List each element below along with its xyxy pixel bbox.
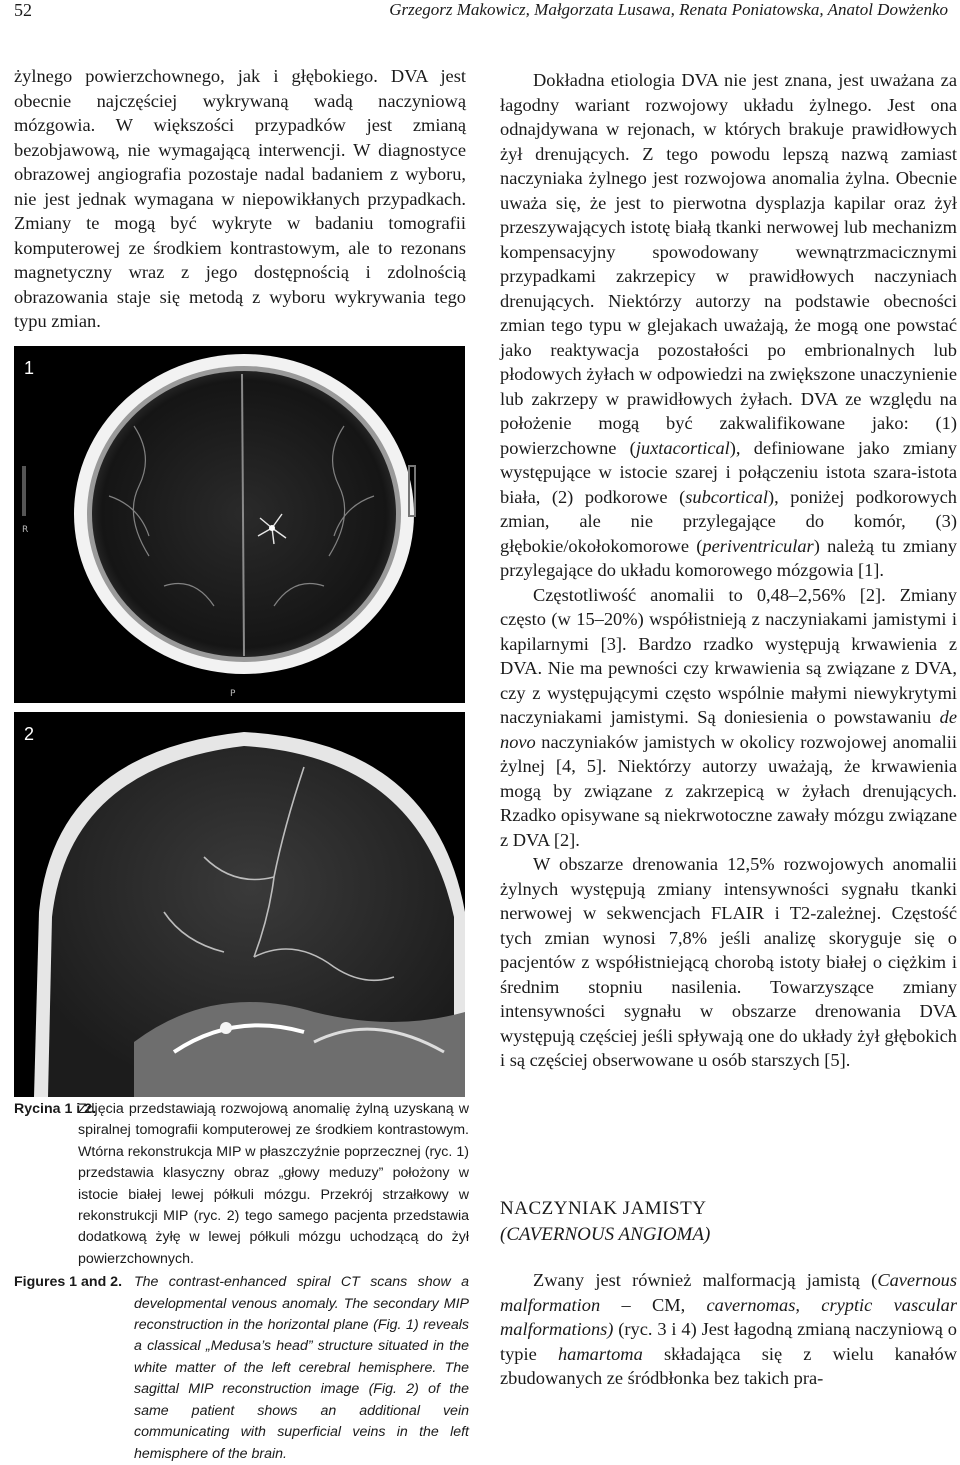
right-column (500, 68, 957, 1073)
text-run: składająca się z wielu kanałów zbudowanych ze śródbłonka bez takich pra- (500, 1343, 957, 1388)
figure-caption (14, 1099, 469, 1465)
figure-label-1: 1 (24, 358, 35, 378)
text-run: Zwany jest również malformacją jamistą ( (533, 1270, 878, 1290)
italic-term: cavernomas, cryptic vascular malformations) (500, 1294, 957, 1339)
page-number: 52 (14, 0, 32, 20)
body-paragraph: żylnego powierzchownego, jak i głębokiego. DVA jest obecnie najczęściej wykrywaną wadą naczyniową mózgowia. W większości przypadków jest zmianą bezobjawową, nie wymagającą interwencji. W diagnostyce obrazowej angiografia pozostaje nadal badaniem z wyboru, nie jest jednak wymagana w niepowikłanych przypadkach. Zmiany te mogą być wykryte w badaniu tomografii komputerowej ze środkiem kontrastowym, ale to rezonans magnetyczny wraz z jego dostępnością i zdolnością obrazowania staje się metodą z wyboru wykrywania tego typu zmian. (14, 66, 466, 331)
text-run: (ryc. 3 i 4) Jest łagodną zmianą naczyniową o typie (500, 1319, 957, 1364)
section-title: NACZYNIAK JAMISTY (500, 1198, 707, 1219)
body-paragraph: W obszarze drenowania 12,5% rozwojowych anomalii żylnych występują zmiany intensywności sygnału tkanki nerwowej w sekwencjach FLAIR i T2-zależnej. Częstość tych zmian wynosi 7,8% jeśli analizę skoryguje się o pacjentów z współistniejącą chorobą istoty białej o ciężkim i średnim stopniu nasilenia. Towarzyszące zmiany intensywności sygnału w obszarze drenowania DVA występują częściej jeśli spływają one do układy żył głębokich i są częściej obserwowane u osób starszych [5]. (500, 854, 957, 1070)
italic-term: periventricular (702, 535, 814, 556)
italic-term: Cavernous malformation (500, 1270, 957, 1315)
section-body (500, 1268, 957, 1391)
text-run: ), poniżej podkorowych zmian, ale nie przylegające do komór, (3) głębokie/okołokomorowe ( (500, 486, 957, 556)
section-heading (500, 1196, 955, 1248)
page-header (0, 0, 960, 28)
caption-text-pl: Zdjęcia przedstawiają rozwojową anomalię żylną uzyskaną w spiralnej tomografii komputerowej ze środkiem kontrastowym. Wtórna rekonstrukcja MIP w płaszczyźnie poprzecznej (ryc. 1) przedstawia klasyczny obraz „głowy meduzy” położony w istocie białej lewej półkuli mózgu. Przekrój strzałkowy w rekonstrukcji MIP (ryc. 2) tego samego pacjenta przedstawia dodatkową żyłę w lewej półkuli mózgu uchodzącą do żył powierzchownych. (78, 1101, 469, 1267)
italic-term: subcortical (685, 486, 768, 507)
caption-label-pl: Rycina 1 i 2. (14, 1101, 97, 1117)
sagittal-ct-image (14, 712, 465, 1097)
running-head: Grzegorz Makowicz, Małgorzata Lusawa, Renata Poniatowska, Anatol Dowżenko (389, 0, 948, 19)
body-paragraph (500, 1268, 957, 1391)
text-run: ) należą tu zmiany przylegające do układu komorowego mózgowia [1]. (500, 535, 958, 580)
italic-term: juxtacortical (635, 437, 730, 458)
text-run: ), definiowane jako zmiany występujące w istocie szarej i połączeniu istota szara-istota biała, (2) podkorowe ( (500, 437, 957, 507)
figure-2-sagittal-ct (14, 712, 465, 1097)
section-subtitle: (CAVERNOUS ANGIOMA) (500, 1224, 711, 1245)
text-run: – CM, (600, 1294, 707, 1315)
caption-label-en: Figures 1 and 2. (14, 1274, 123, 1291)
figure-1-axial-ct (14, 346, 465, 703)
italic-term: hamartoma (557, 1343, 643, 1364)
axial-ct-image (14, 346, 465, 703)
left-column (14, 64, 466, 334)
body-paragraph (500, 583, 957, 853)
svg-text:P: P (230, 689, 236, 699)
italic-term: de novo (500, 707, 957, 752)
text-run: naczyniaków jamistych w okolicy rozwojowej anomalii żylnej [4, 5]. Niektórzy autorzy uważają, że krwawienia mogą by związane z zakrzepicą w żyłach drenujących. Rzadko opisywane są niekrwotoczne zawały mózgu związane z DVA [2]. (500, 731, 957, 850)
text-run: Częstotliwość anomalii to 0,48–2,56% [2]. Zmiany często (w 15–20%) współistnieją z naczyniakami jamistymi i kapilarnymi [3]. Bardzo rzadko występują krwawienia z DVA. Nie ma pewności czy krwawienia są związane z DVA, czy z występującymi często wspólnie małymi niewykrytymi naczyniakami jamistymi. Są doniesienia o powstawaniu (500, 584, 957, 727)
svg-text:R: R (22, 525, 29, 535)
figure-label-2: 2 (24, 724, 35, 744)
caption-polish (14, 1099, 469, 1270)
body-paragraph (500, 68, 957, 583)
caption-text-en: The contrast-enhanced spiral CT scans show a developmental venous anomaly. The secondary MIP reconstruction in the horizontal plane (Fig. 1) reveals a classical „Medusa’s head” structure situated in the white matter of the left cerebral hemisphere. The sagittal MIP reconstruction image (Fig. 2) of the same patient shows an additional vein communicating with superficial veins in the left hemisphere of the brain. (134, 1274, 469, 1462)
text-run: Dokładna etiologia DVA nie jest znana, jest uważana za łagodny wariant rozwojowy układu żylnego. Jest ona odnajdywana w rejonach, w których brakuje prawidłowych żył drenujących. Z tego powodu lepszą nazwą zamiast naczyniaka żylnego jest rozwojowa anomalia żylna. Obecnie uważa się, że jest to pierwotna dysplazja kapilar oraz żył przeszywających istotę białą tkanki nerwowej lub mechanizm kompensacyjny spowodowany wewnątrzmacicznymi przypadkami zakrzepicy w prawidłowych naczyniach drenujących. Niektórzy autorzy na podstawie obecności zmian tego typu w glejakach uważają, że mogą one powstać jako reaktywacja pozostałości po embrionalnych lub płodowych żyłach w odpowiedzi na zwiększone unaczynienie lub zakrzepy w prawidłowych żyłach. DVA ze względu na położenie mogą być zakwalifikowane jako: (1) powierzchowne ( (500, 70, 957, 458)
caption-english (14, 1272, 469, 1465)
